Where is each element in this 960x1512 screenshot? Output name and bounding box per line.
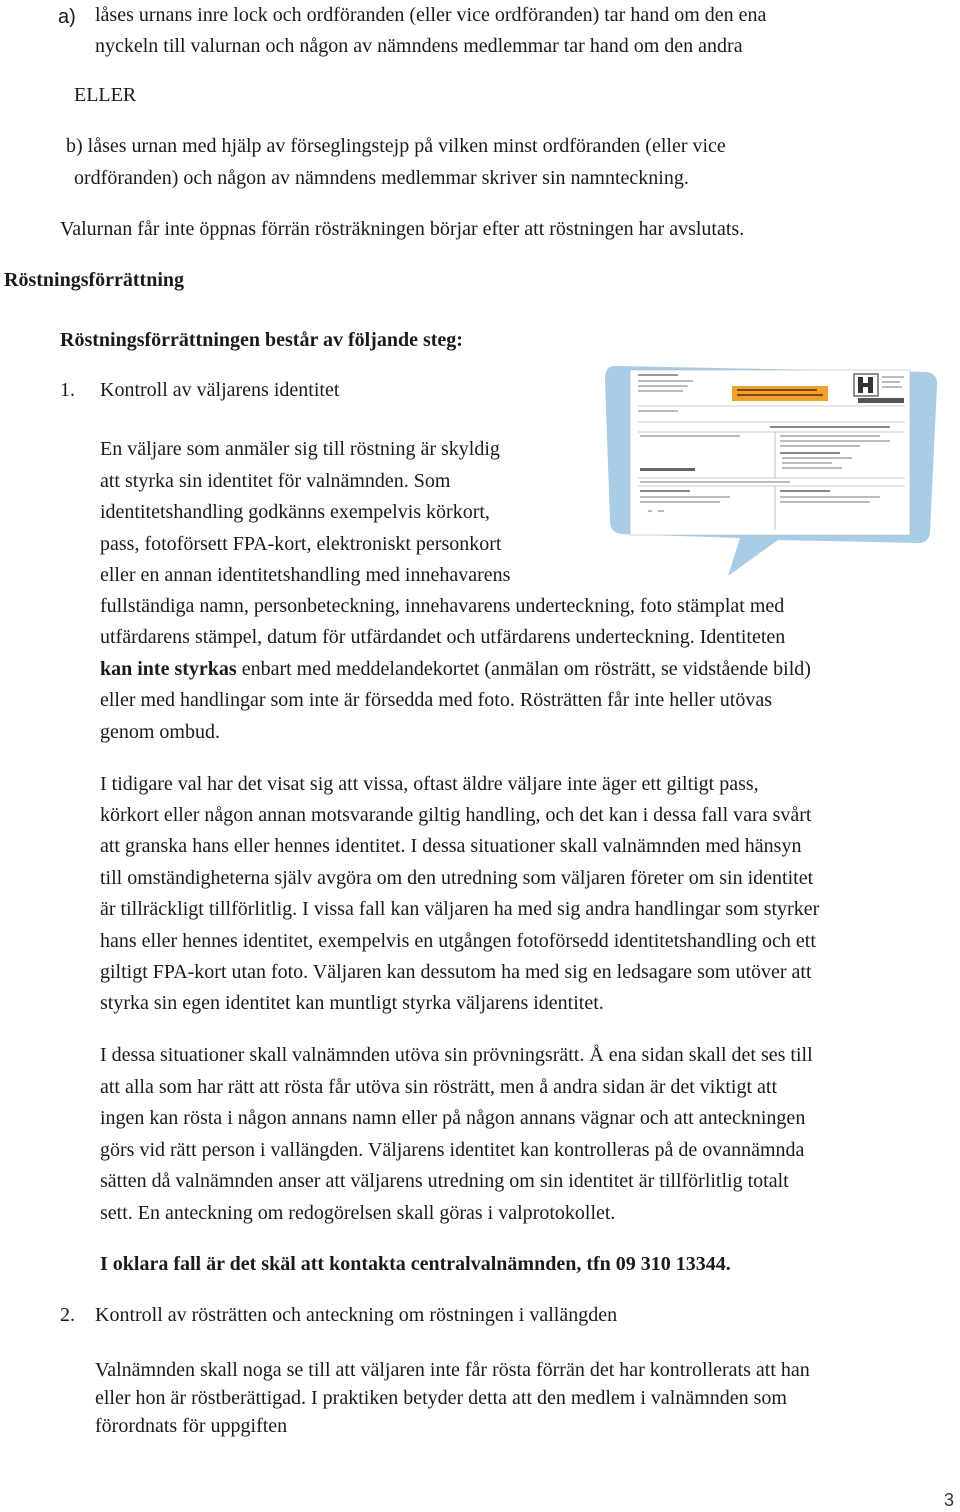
card-orange-label (732, 386, 828, 401)
step-1-body-line-10: genom ombud. (100, 721, 220, 743)
step-2-body-line-1: Valnämnden skall noga se till att väljaren inte får rösta förrän det har kontrollerats att han (95, 1359, 810, 1381)
step-1-body-line-8-rest: enbart med meddelandekortet (anmälan om rösträtt, se vidstående bild) (236, 658, 811, 680)
step-1-body-line-7: utfärdarens stämpel, datum för utfärdandet och utfärdarens underteckning. Identiteten (100, 626, 786, 648)
step-2-body-line-3: förordnats för uppgiften (95, 1415, 288, 1437)
paragraph-3-line-1: I dessa situationer skall valnämnden utöva sin prövningsrätt. Å ena sidan skall det ses till (100, 1044, 813, 1066)
step-2-body-line-2: eller hon är röstberättigad. I praktiken betyder detta att den medlem i valnämnden som (95, 1387, 787, 1409)
step-2-title: Kontroll av rösträtten och anteckning om röstningen i vallängden (95, 1304, 618, 1326)
emphasis-not-verifiable: kan inte styrkas (100, 658, 237, 680)
paragraph-2-line-3: att granska hans eller hennes identitet. I dessa situationer skall valnämnden med hänsyn (100, 835, 802, 857)
item-b-line-2: ordföranden) och någon av nämndens medlemmar skriver sin namnteckning. (74, 167, 689, 189)
paragraph-3-line-4: görs vid rätt person i vallängden. Väljarens identitet kan kontrolleras på de ovannämnda (100, 1139, 805, 1161)
paragraph-2-line-1: I tidigare val har det visat sig att vissa, oftast äldre väljare inte äger ett giltigt pass, (100, 773, 759, 795)
steps-heading: Röstningsförrättningen består av följande steg: (60, 329, 463, 351)
valurnan-text: Valurnan får inte öppnas förrän rösträkningen börjar efter att röstningen har avslutats. (60, 218, 745, 240)
contact-note: I oklara fall är det skäl att kontakta centralvalnämnden, tfn 09 310 13344. (100, 1253, 731, 1275)
paragraph-2-line-8: styrka sin egen identitet kan muntligt styrka väljarens identitet. (100, 992, 604, 1014)
step-1-body-line-5: eller en annan identitetshandling med innehavarens (100, 564, 511, 586)
paragraph-2-line-4: till omständigheterna själv avgöra om den utredning som väljaren företer om sin identitet (100, 867, 814, 889)
step-1-body-line-1: En väljare som anmäler sig till röstning är skyldig (100, 438, 500, 460)
item-a-line-1: låses urnans inre lock och ordföranden (eller vice ordföranden) tar hand om den ena (95, 4, 767, 26)
paragraph-2-line-2: körkort eller någon annan motsvarande giltig handling, och det kan i dessa fall vara svårt (100, 804, 812, 826)
step-1-body-line-2: att styrka sin identitet för valnämnden. Som (100, 470, 451, 492)
paragraph-3-line-6: sett. En anteckning om redogörelsen skall göras i valprotokollet. (100, 1202, 616, 1224)
item-a-marker: a) (58, 6, 76, 28)
step-1-body-line-9: eller med handlingar som inte är försedda med foto. Rösträtten får inte heller utövas (100, 689, 773, 711)
paragraph-3-line-5: sätten då valnämnden anser att väljarens utredning om sin identitet är tillförlitlig totalt (100, 1170, 789, 1192)
step-1-title: Kontroll av väljarens identitet (100, 379, 340, 401)
paragraph-2-line-5: är tillräckligt tillförlitlig. I vissa fall kan väljaren ha med sig andra handlingar som styrker (100, 898, 820, 920)
eller-label: ELLER (74, 84, 137, 106)
notification-card-illustration (600, 360, 945, 585)
step-1-body-line-4: pass, fotoförsett FPA-kort, elektroniskt personkort (100, 533, 502, 555)
step-1-body-line-6: fullständiga namn, personbeteckning, innehavarens underteckning, foto stämplat med (100, 595, 785, 617)
section-heading: Röstningsförrättning (4, 269, 185, 291)
item-a-line-2: nyckeln till valurnan och någon av nämndens medlemmar tar hand om den andra (95, 35, 743, 57)
paragraph-3-line-2: att alla som har rätt att rösta får utöva sin rösträtt, men å andra sidan är det viktigt att (100, 1076, 778, 1098)
paragraph-2-line-7: giltigt FPA-kort utan foto. Väljaren kan dessutom ha med sig en ledsagare som utöver att (100, 961, 812, 983)
paragraph-3-line-3: ingen kan rösta i någon annans namn eller på någon annans vägnar och att anteckningen (100, 1107, 806, 1129)
paragraph-2-line-6: hans eller hennes identitet, exempelvis en utgången fotoförsedd identitetshandling och ett (100, 930, 816, 952)
step-1-body-line-8 (100, 654, 811, 685)
item-b-line-1: b) låses urnan med hjälp av förseglingstejp på vilken minst ordföranden (eller vice (66, 135, 726, 157)
step-1-number: 1. (60, 379, 75, 401)
step-2-number: 2. (60, 1304, 75, 1326)
step-1-body-line-3: identitetshandling godkänns exempelvis körkort, (100, 501, 490, 523)
page-number: 3 (944, 1490, 955, 1510)
